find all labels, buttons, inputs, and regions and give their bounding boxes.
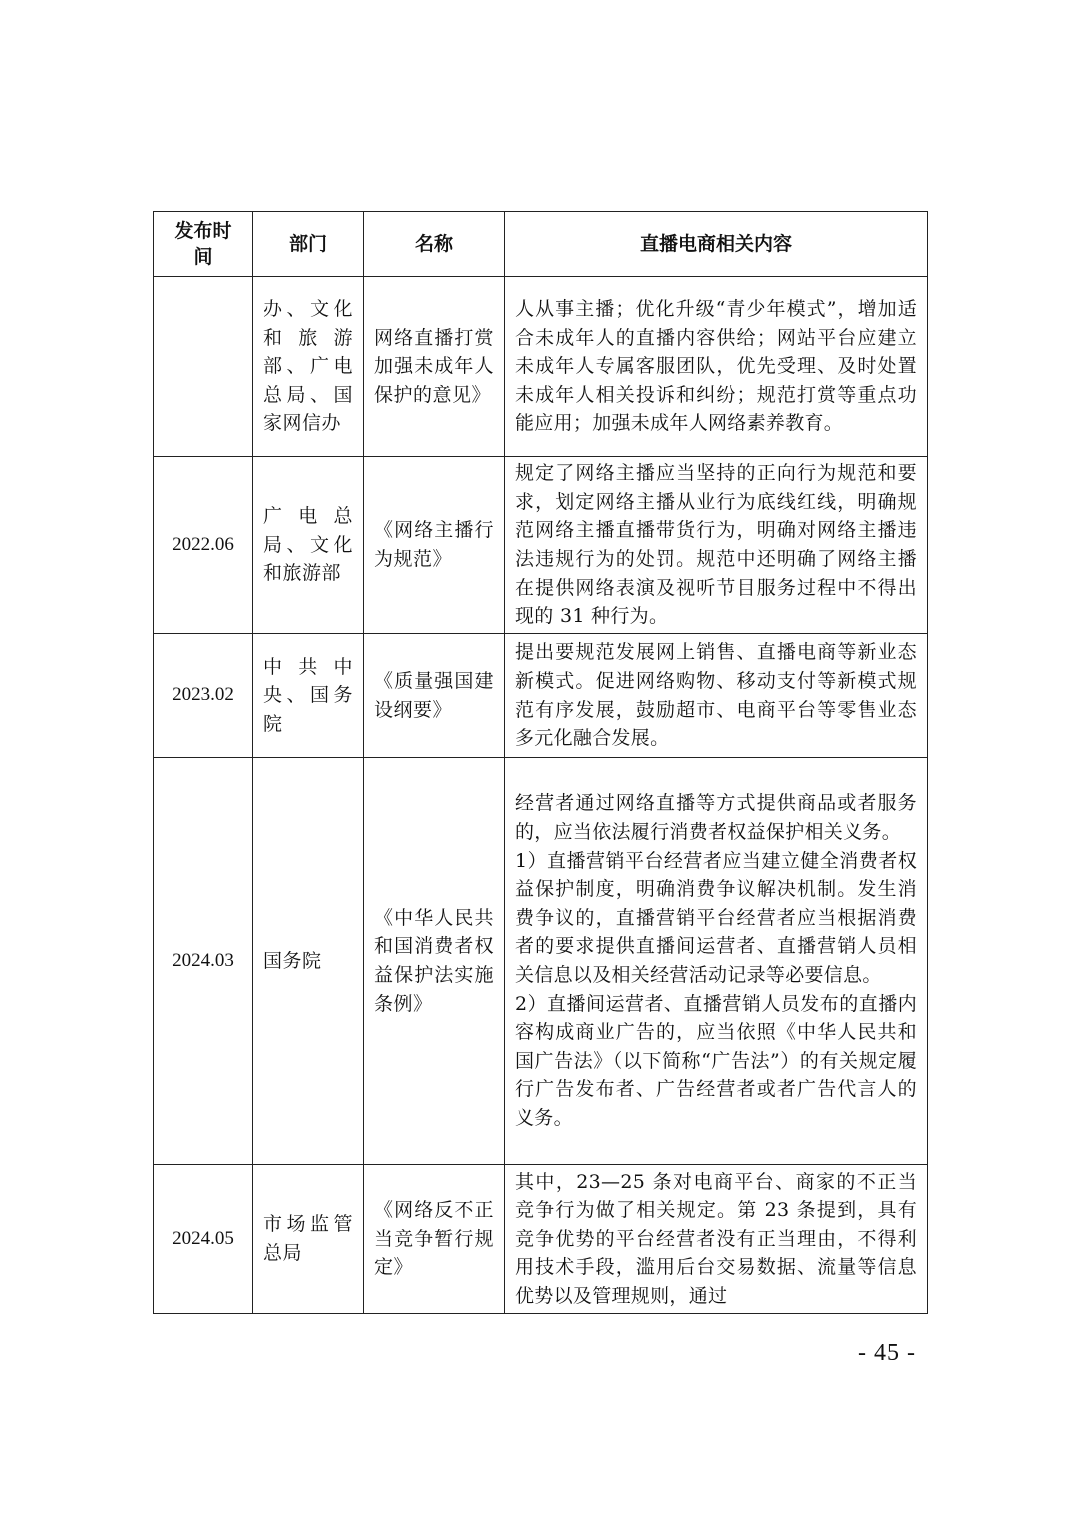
page-number: - 45 - xyxy=(858,1340,916,1366)
table-row xyxy=(154,634,928,758)
row-dept: 中共中央、国务院 xyxy=(253,634,364,758)
row-date: 2024.05 xyxy=(154,1165,253,1314)
content-paragraph: 提出要规范发展网上销售、直播电商等新业态新模式。促进网络购物、移动支付等新模式规范有序发展，鼓励超市、电商平台等零售业态多元化融合发展。 xyxy=(515,641,917,750)
content-paragraph: 规定了网络主播应当坚持的正向行为规范和要求，划定网络主播从业行为底线红线，明确规范网络主播直播带货行为，明确对网络主播违法违规行为的处罚。规范中还明确了网络主播在提供网络表演及视听节目服务过程中不得出现的 31 种行为。 xyxy=(515,462,917,628)
table-header-row xyxy=(154,212,928,277)
row-name: 《质量强国建设纲要》 xyxy=(364,634,505,758)
row-content xyxy=(505,758,928,1165)
content-paragraph: 1）直播营销平台经营者应当建立健全消费者权益保护制度，明确消费争议解决机制。发生消费争议的，直播营销平台经营者应当根据消费者的要求提供直播间运营者、直播营销人员相关信息以及相关经营活动记录等必要信息。 xyxy=(515,849,917,986)
row-date: 2023.02 xyxy=(154,634,253,758)
header-date: 发布时间 xyxy=(154,212,253,277)
header-content: 直播电商相关内容 xyxy=(505,212,928,277)
table-row xyxy=(154,758,928,1165)
content-paragraph: 2）直播间运营者、直播营销人员发布的直播内容构成商业广告的，应当依照《中华人民共和国广告法》（以下简称“广告法”）的有关规定履行广告发布者、广告经营者或者广告代言人的义务。 xyxy=(515,992,917,1129)
row-date: 2022.06 xyxy=(154,457,253,634)
header-dept: 部门 xyxy=(253,212,364,277)
row-content xyxy=(505,634,928,758)
header-name: 名称 xyxy=(364,212,505,277)
row-name: 《网络主播行为规范》 xyxy=(364,457,505,634)
policy-table xyxy=(153,211,928,1314)
table-row xyxy=(154,457,928,634)
row-dept: 市场监管总局 xyxy=(253,1165,364,1314)
content-paragraph: 人从事主播；优化升级“青少年模式”，增加适合未成年人的直播内容供给；网站平台应建立未成年人专属客服团队，优先受理、及时处置未成年人相关投诉和纠纷；规范打赏等重点功能应用；加强未成年人网络素养教育。 xyxy=(515,298,917,435)
row-content xyxy=(505,1165,928,1314)
row-name: 《网络反不正当竞争暂行规定》 xyxy=(364,1165,505,1314)
row-date: 2024.03 xyxy=(154,758,253,1165)
row-dept: 国务院 xyxy=(253,758,364,1165)
content-paragraph: 其中，23—25 条对电商平台、商家的不正当竞争行为做了相关规定。第 23 条提到，具有竞争优势的平台经营者没有正当理由，不得利用技术手段，滥用后台交易数据、流量等信息优势以及管理规则，通过 xyxy=(515,1170,917,1307)
row-dept: 广电总局、文化和旅游部 xyxy=(253,457,364,634)
row-name: 《中华人民共和国消费者权益保护法实施条例》 xyxy=(364,758,505,1165)
row-date xyxy=(154,277,253,457)
row-dept: 办、文化和旅游部、广电总局、国家网信办 xyxy=(253,277,364,457)
table-row xyxy=(154,1165,928,1314)
row-name: 网络直播打赏加强未成年人保护的意见》 xyxy=(364,277,505,457)
row-content xyxy=(505,457,928,634)
row-content xyxy=(505,277,928,457)
table-row xyxy=(154,277,928,457)
content-paragraph: 经营者通过网络直播等方式提供商品或者服务的，应当依法履行消费者权益保护相关义务。 xyxy=(515,792,917,844)
